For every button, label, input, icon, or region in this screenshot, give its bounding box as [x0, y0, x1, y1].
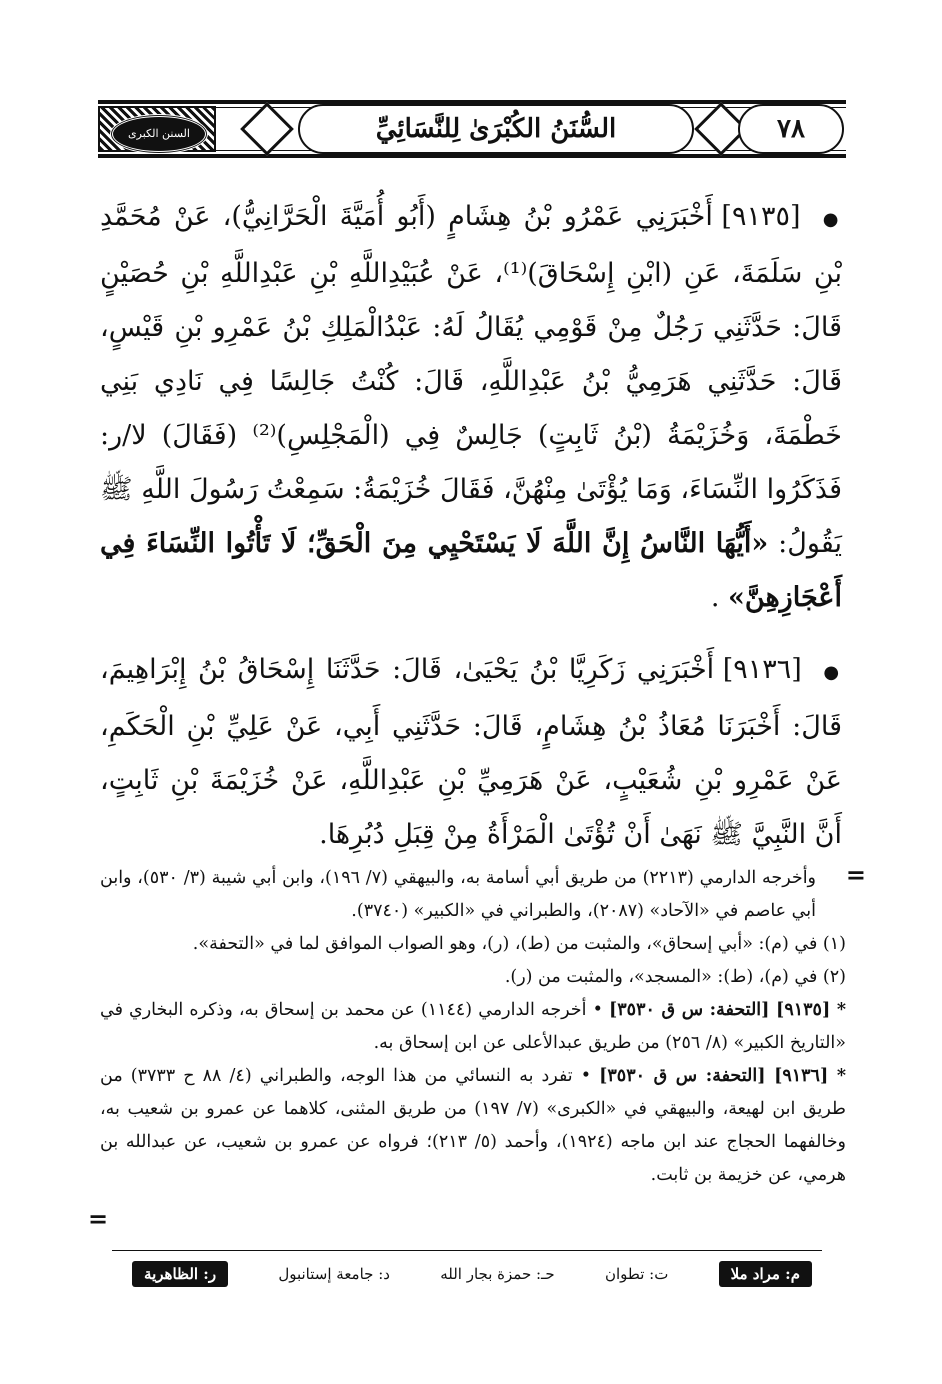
siglum-d: د: جامعة إستانبول [278, 1265, 390, 1283]
siglum-t: ت: تطوان [604, 1265, 669, 1283]
footnote-2: (٢) في (م)، (ط): «المسجد»، والمثبت من (ر). [504, 967, 846, 987]
hadith-9136 [100, 643, 842, 862]
continuation-mark: = [845, 860, 866, 889]
bullet-icon: ● [822, 209, 842, 230]
page-header [98, 100, 846, 158]
siglum-m: م: مراد ملا [719, 1261, 812, 1287]
running-title: السُّنَنُ الكُبْرَىٰ لِلنَّسَائِيِّ [298, 104, 694, 154]
siglum-h: حـ: حمزة بجار الله [440, 1265, 555, 1283]
footnotes [100, 860, 866, 1192]
manuscript-sigla-bar [132, 1258, 812, 1290]
takhrij-9136 [100, 1060, 846, 1192]
hadith-9135-matn: «أَيُّهَا النَّاسُ إِنَّ اللَّهَ لَا يَسْتَحْيِي مِنَ الْحَقِّ؛ لَا تَأْتُوا النِّسَاءَ فِي أَعْجَازِهِنَّ» [100, 528, 842, 613]
main-text [100, 190, 842, 880]
page-number: ٧٨ [738, 104, 844, 154]
bottom-rule [112, 1250, 822, 1251]
hadith-9136-text: [٩١٣٦] أَخْبَرَنِي زَكَرِيَّا بْنُ يَحْيَىٰ، قَالَ: حَدَّثَنَا إِسْحَاقُ بْنُ إِبْرَاهِيمَ، قَالَ: أَخْبَرَنَا مُعَاذُ بْنُ هِشَامٍ، قَالَ: حَدَّثَنِي أَبِي، عَنْ عَلِيِّ بْنِ الْحَكَمِ، عَنْ عَمْرِو بْنِ شُعَيْبٍ، عَنْ هَرَمِيِّ بْنِ عَبْدِاللَّهِ، عَنْ خُزَيْمَةَ بْنِ ثَابِتٍ، أَنَّ النَّبِيَّ ﷺ نَهَىٰ أَنْ تُؤْتَىٰ الْمَرْأَةُ مِنْ قِبَلِ دُبُرِهَا. [100, 654, 842, 850]
siglum-r: ر: الظاهرية [132, 1261, 228, 1287]
takhrij-9135-head: * [٩١٣٥] [التحفة: س ق ٣٥٣٠] [609, 1000, 846, 1020]
book-medallion: السنن الكبرى [110, 114, 208, 154]
hadith-9135 [100, 190, 842, 625]
takhrij-9136-text: • تفرد به النسائي من هذا الوجه، والطبراني (٤/ ٨٨ ح ٣٧٣٣) من طريق ابن لهيعة، والبيهقي في «الكبرى» (٧/ ١٩٧) من طريق المثنى، كلاهما عن عمرو بن شعيب به، وخالفهما الحجاج عند ابن ماجه (١٩٢٤)، وأحمد (٥/ ٢١٣)؛ فرواه عن عمرو بن شعيب، عن عبدالله بن هرمي، عن خزيمة بن ثابت. [100, 1066, 847, 1185]
takhrij-9136-head: * [٩١٣٦] [التحفة: س ق ٣٥٣٠] [599, 1066, 846, 1086]
hadith-9135-end: . [710, 582, 720, 613]
hadith-9135-text: [٩١٣٥] أَخْبَرَنِي عَمْرُو بْنُ هِشَامٍ (أَبُو أُمَيَّةَ الْحَرَّانِيُّ)، عَنْ مُحَمَّدِ بْنِ سَلَمَةَ، عَنِ (ابْنِ إِسْحَاقَ)⁽¹⁾، عَنْ عُبَيْدِاللَّهِ بْنِ عَبْدِاللَّهِ بْنِ حُصَيْنٍ قَالَ: حَدَّثَنِي رَجُلٌ مِنْ قَوْمِي يُقَالُ لَهُ: عَبْدُالْمَلِكِ بْنُ عَمْرِو بْنِ قَيْسٍ، قَالَ: حَدَّثَنِي هَرَمِيُّ بْنُ عَبْدِاللَّهِ، قَالَ: كُنْتُ جَالِسًا فِي نَادِي بَنِي خَطْمَةَ، وَخُزَيْمَةُ (بْنُ ثَابِتٍ) جَالِسٌ فِي (الْمَجْلِسِ)⁽²⁾ (فَقَالَ) لا/ر: فَذَكَرُوا النِّسَاءَ، وَمَا يُؤْتَىٰ مِنْهُنَّ، فَقَالَ خُزَيْمَةُ: سَمِعْتُ رَسُولَ اللَّهِ ﷺ يَقُولُ: [100, 201, 842, 559]
bullet-icon: ● [823, 662, 842, 683]
continuation-mark-bottom: = [88, 1204, 109, 1233]
footnote-continuation: وأخرجه الدارمي (٢٢١٣) من طريق أبي أسامة به، والبيهقي (٧/ ١٩٦)، وابن أبي شيبة (٣/ ٥٣٠)، وابن أبي عاصم في «الآحاد» (٢٠٨٧)، والطبراني في «الكبير» (٣٧٤٠). [100, 868, 817, 921]
footnote-1: (١) في (م): «أبي إسحاق»، والمثبت من (ط)، (ر)، وهو الصواب الموافق لما في «التحفة». [192, 934, 846, 954]
takhrij-9135-text: • أخرجه الدارمي (١١٤٤) عن محمد بن إسحاق به، وذكره البخاري في «التاريخ الكبير» (٨/ ٢٥٦) من طريق عبدالأعلى عن ابن إسحاق به. [100, 1000, 846, 1053]
takhrij-9135 [100, 994, 846, 1060]
header-ornament-left [98, 106, 216, 152]
